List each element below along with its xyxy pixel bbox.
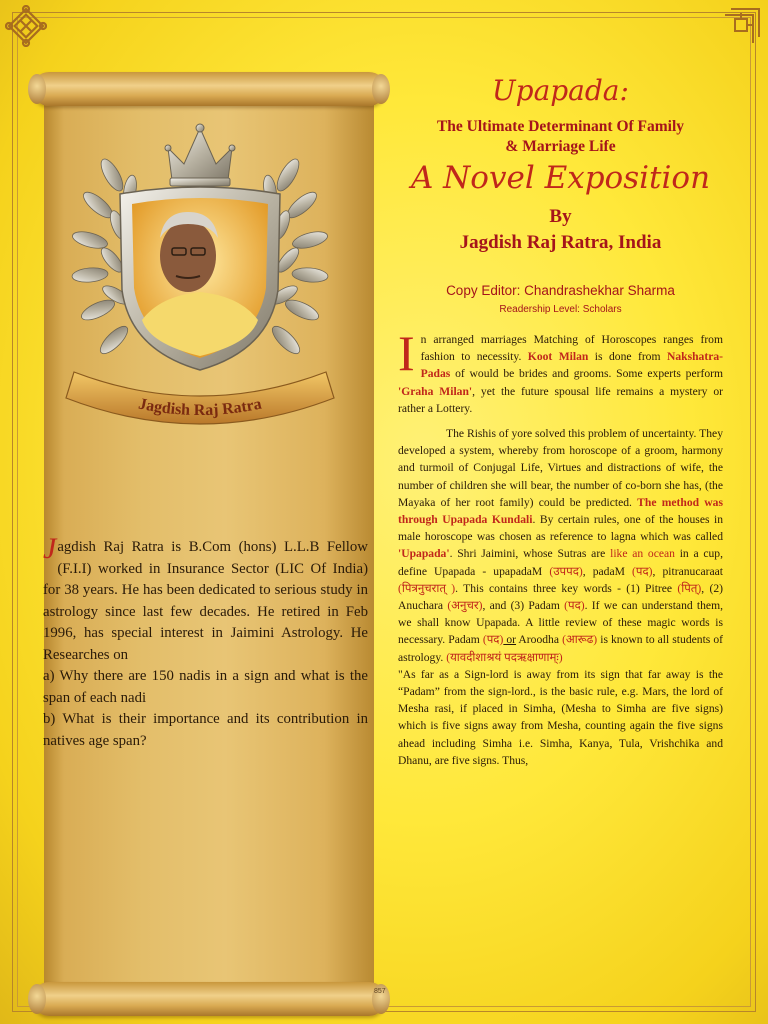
- highlight-graha-milan: 'Graha Milan': [398, 384, 473, 398]
- article-title-2: A Novel Exposition: [410, 160, 711, 196]
- highlight-nakshatra-padas: Nakshatra-Padas: [420, 350, 723, 381]
- subtitle-line-2: & Marriage Life: [505, 138, 616, 155]
- copy-editor: Copy Editor: Chandrashekhar Sharma: [446, 283, 675, 298]
- article-title: Upapada:: [492, 74, 629, 107]
- page-number: 857: [374, 988, 386, 995]
- article-body: [398, 325, 724, 769]
- article-drop-cap: I: [398, 325, 415, 381]
- highlight-ocean: like an ocean: [610, 547, 675, 561]
- article-paragraph-3: "As far as a Sign-lord is away from its sign that far away is the “Padam” from the sign-lord., is the basic rule, e.g. Mars, the lord of Mesha rasi, if placed in Simha, (Mesha to Simha are five signs) which is five signs away from Mesha, counting again the five signs ahead including Simha i.e. Simha, Kanya, Tula, Vrishchika and Dhanu, are five signs. Thus,: [398, 667, 723, 767]
- highlight-method: The method was through Upapada Kundali: [398, 495, 723, 527]
- article-paragraph-2: The Rishis of yore solved this problem of uncertainty. They developed a system, whereby from horoscope of a groom, harmony and turmoil of Conjugal Life, Virtues and distractions of wife, the number of children she will bear, the number of co-born she has, (the Mayaka of her root family) could be predicted. The method was through Upapada Kundali. By certain rules, one of the houses in male horoscope was chosen as reference to lagna which was called 'Upapada'. Shri Jaimini, whose Sutras are like an ocean in a cup, define Upapada - upapadaM (उपपद), padaM (पद), pitranucaraat (पित्रनुचरात् ). This contains three key words - (1) Pitree (पित्), (2) Anuchara (अनुचर), and (3) Padam (पद). If we can understand them, we shall know Upapada. A little review of these magic words is necessary. Padam (पद) or Aroodha (आरूढ) is known to all students of astrology. (यावदीशाश्रयं पदऋक्षाणाम्ः): [398, 427, 724, 664]
- emblem-banner-text: Jagdish Raj Ratra: [136, 395, 264, 420]
- by-label: By: [549, 206, 572, 227]
- subtitle-line-1: The Ultimate Determinant Of Family: [436, 118, 685, 135]
- highlight-koot-milan: Koot Milan: [527, 350, 589, 364]
- bio-question-b: b) What is their importance and its contribution in natives age span?: [43, 711, 368, 749]
- article-subtitle: [398, 117, 723, 157]
- endless-knot-ornament-icon: [5, 5, 47, 47]
- bio-text: agdish Raj Ratra is B.Com (hons) L.L.B Fellow (F.I.I) worked in Insurance Sector (LIC Of India) for 38 years. He has been dedicated to serious study in astrology since last few decades. He retired in Feb 1996, has special interest in Jaimini Astrology. He Researches on: [43, 539, 368, 663]
- scroll-bottom-roll: [32, 982, 386, 1016]
- highlight-upapada: 'Upapada': [398, 547, 450, 561]
- scroll-top-roll: [32, 72, 386, 106]
- author-name: Jagdish Raj Ratra, India: [459, 232, 662, 253]
- bio-question-a: a) Why there are 150 nadis in a sign and what is the span of each nadi: [43, 668, 368, 706]
- readership-level: Readership Level: Scholars: [499, 304, 622, 315]
- bio-drop-cap: J: [43, 532, 57, 565]
- author-emblem: [60, 120, 340, 430]
- corner-ornament-icon: [721, 5, 763, 47]
- article-paragraph-1: In arranged marriages Matching of Horoscopes ranges from fashion to necessity. Koot Milan is done from Nakshatra-Padas of would be brides and grooms. Some experts perform 'Graha Milan', yet the future spousal life remains a mystery or rather a Lottery.: [398, 325, 723, 415]
- crown-icon: [165, 124, 235, 186]
- author-bio: [43, 532, 368, 752]
- bio-paragraph: [43, 532, 368, 666]
